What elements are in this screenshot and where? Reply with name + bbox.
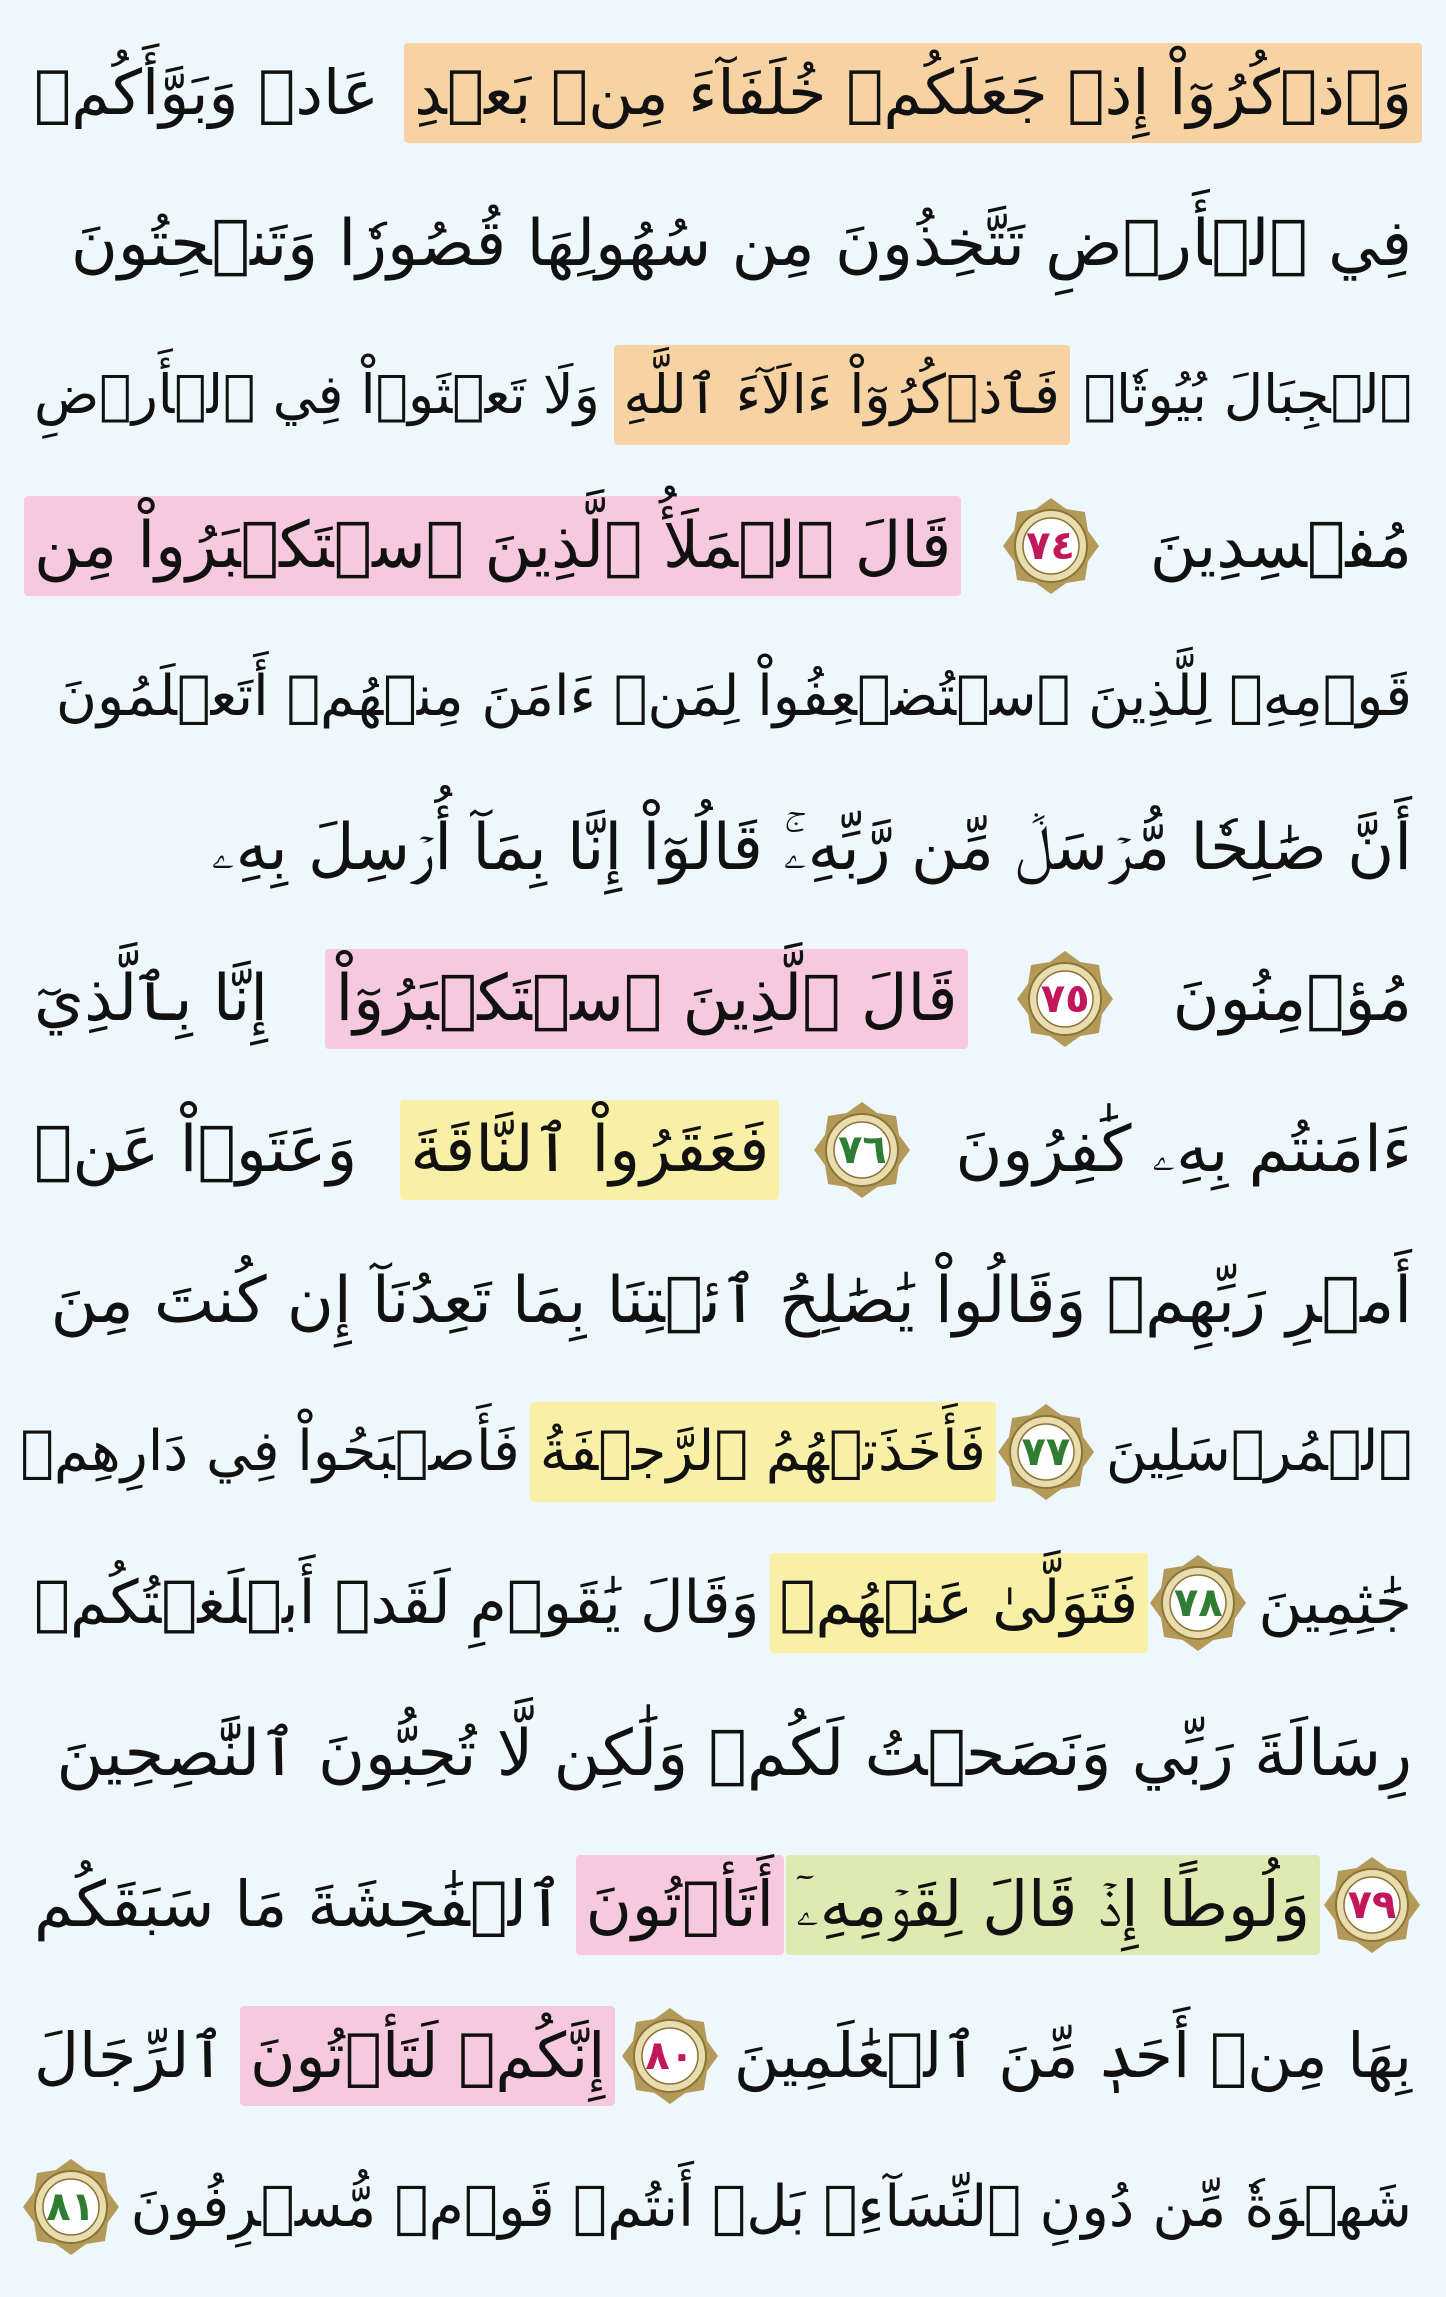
quran-line [24,471,1422,621]
verse-text: ٱلرِّجَالَ [34,2019,226,2092]
verse-text: بِهَا مِنۡ أَحَدٖ مِّنَ ٱلۡعَٰلَمِينَ [733,2019,1412,2092]
ayah-number: ٧٩ [1347,1882,1397,1928]
ayah-number: ٧٤ [1026,523,1075,569]
highlighted-phrase: فَأَخَذَتۡهُمُ ٱلرَّجۡفَةُ [530,1402,996,1502]
verse-text: وَلَا تَعۡثَوۡاْ فِي ٱلۡأَرۡضِ [34,363,600,426]
verse-text: ءَامَنتُم بِهِۦ كَٰفِرُونَ [955,1113,1412,1187]
ayah-marker [1322,1855,1422,1955]
ayah-marker [21,2157,121,2257]
verse-text: ٱلۡمُرۡسَلِينَ [1105,1419,1412,1484]
verse-text: عَادٖ وَبَوَّأَكُمۡ [34,56,379,129]
quran-line [24,1528,1422,1678]
highlighted-phrase: قَالَ ٱلَّذِينَ ٱسۡتَكۡبَرُوٓاْ [325,949,967,1049]
verse-text: ٱلۡجِبَالَ بُيُوتٗاۖ [1083,363,1412,426]
ayah-number: ٧٦ [837,1127,887,1173]
verse-text: جَٰثِمِينَ [1258,1568,1412,1638]
verse-text: فِي ٱلۡأَرۡضِ تَتَّخِذُونَ مِن سُهُولِهَا قُصُورٗا وَتَنۡحِتُونَ [70,207,1412,281]
verse-text: مُفۡسِدِينَ [1149,509,1412,583]
highlighted-phrase: وَلُوطًا إِذۡ قَالَ لِقَوۡمِهِۦٓ [786,1855,1320,1955]
highlighted-phrase: فَٱذۡكُرُوٓاْ ءَالَآءَ ٱللَّهِ [614,345,1070,445]
verse-text: قَوۡمِهِۦ لِلَّذِينَ ٱسۡتُضۡعِفُواْ لِمَنۡ ءَامَنَ مِنۡهُمۡ أَتَعۡلَمُونَ [55,664,1412,729]
ayah-marker [812,1100,912,1200]
highlighted-phrase: فَتَوَلَّىٰ عَنۡهُمۡ [770,1553,1149,1653]
verse-text: أَمۡرِ رَبِّهِمۡ وَقَالُواْ يَٰصَٰلِحُ ٱئۡتِنَا بِمَا تَعِدُنَآ إِن كُنتَ مِنَ [50,1264,1412,1338]
verse-text: وَقَالَ يَٰقَوۡمِ لَقَدۡ أَبۡلَغۡتُكُمۡ [34,1568,760,1638]
ayah-number: ٧٧ [1021,1429,1071,1475]
verse-text: ٱلۡفَٰحِشَةَ مَا سَبَقَكُم [34,1868,564,1941]
quran-line [24,924,1422,1074]
verse-text: إِنَّا بِٱلَّذِيٓ [34,962,268,1036]
highlighted-phrase: إِنَّكُمۡ لَتَأۡتُونَ [240,2006,615,2106]
quran-line [24,773,1422,923]
ayah-number: ٧٥ [1040,976,1090,1022]
quran-line [24,622,1422,772]
ayah-marker [1015,949,1115,1049]
highlighted-phrase: وَٱذۡكُرُوٓاْ إِذۡ جَعَلَكُمۡ خُلَفَآءَ مِنۢ بَعۡدِ [404,43,1422,143]
quran-line [24,1981,1422,2131]
ayah-number: ٨٠ [645,2033,695,2079]
quran-line [24,320,1422,470]
quran-line [24,169,1422,319]
ayah-marker [620,2006,720,2106]
quran-line [24,18,1422,168]
quran-line [24,1679,1422,1829]
quran-line [20,1377,1422,1527]
quran-line [24,1226,1422,1376]
verse-text: شَهۡوَةٗ مِّن دُونِ ٱلنِّسَآءِۚ بَلۡ أَنتُمۡ قَوۡمٞ مُّسۡرِفُونَ [130,2174,1412,2240]
quran-line [24,1830,1422,1980]
highlighted-phrase: أَتَأۡتُونَ [576,1855,784,1955]
verse-text: رِسَالَةَ رَبِّي وَنَصَحۡتُ لَكُمۡ وَلَٰكِن لَّا تُحِبُّونَ ٱلنَّٰصِحِينَ [56,1717,1412,1791]
ayah-marker [1001,496,1101,596]
quran-line [24,2132,1422,2282]
verse-text: مُؤۡمِنُونَ [1172,962,1412,1036]
ayah-marker [1148,1553,1248,1653]
ayah-number: ٨١ [46,2184,96,2230]
verse-text: فَأَصۡبَحُواْ فِي دَارِهِمۡ [20,1419,520,1484]
verse-text: وَعَتَوۡاْ عَنۡ [34,1113,358,1187]
highlighted-phrase: قَالَ ٱلۡمَلَأُ ٱلَّذِينَ ٱسۡتَكۡبَرُواْ مِن [24,496,961,596]
verse-text: أَنَّ صَٰلِحٗا مُّرۡسَلٞ مِّن رَّبِّهِۦۚ قَالُوٓاْ إِنَّا بِمَآ أُرۡسِلَ بِهِۦ [211,811,1412,885]
highlighted-phrase: فَعَقَرُواْ ٱلنَّاقَةَ [400,1100,779,1200]
ayah-marker [996,1402,1096,1502]
quran-line [24,1075,1422,1225]
ayah-number: ٧٨ [1173,1580,1223,1626]
